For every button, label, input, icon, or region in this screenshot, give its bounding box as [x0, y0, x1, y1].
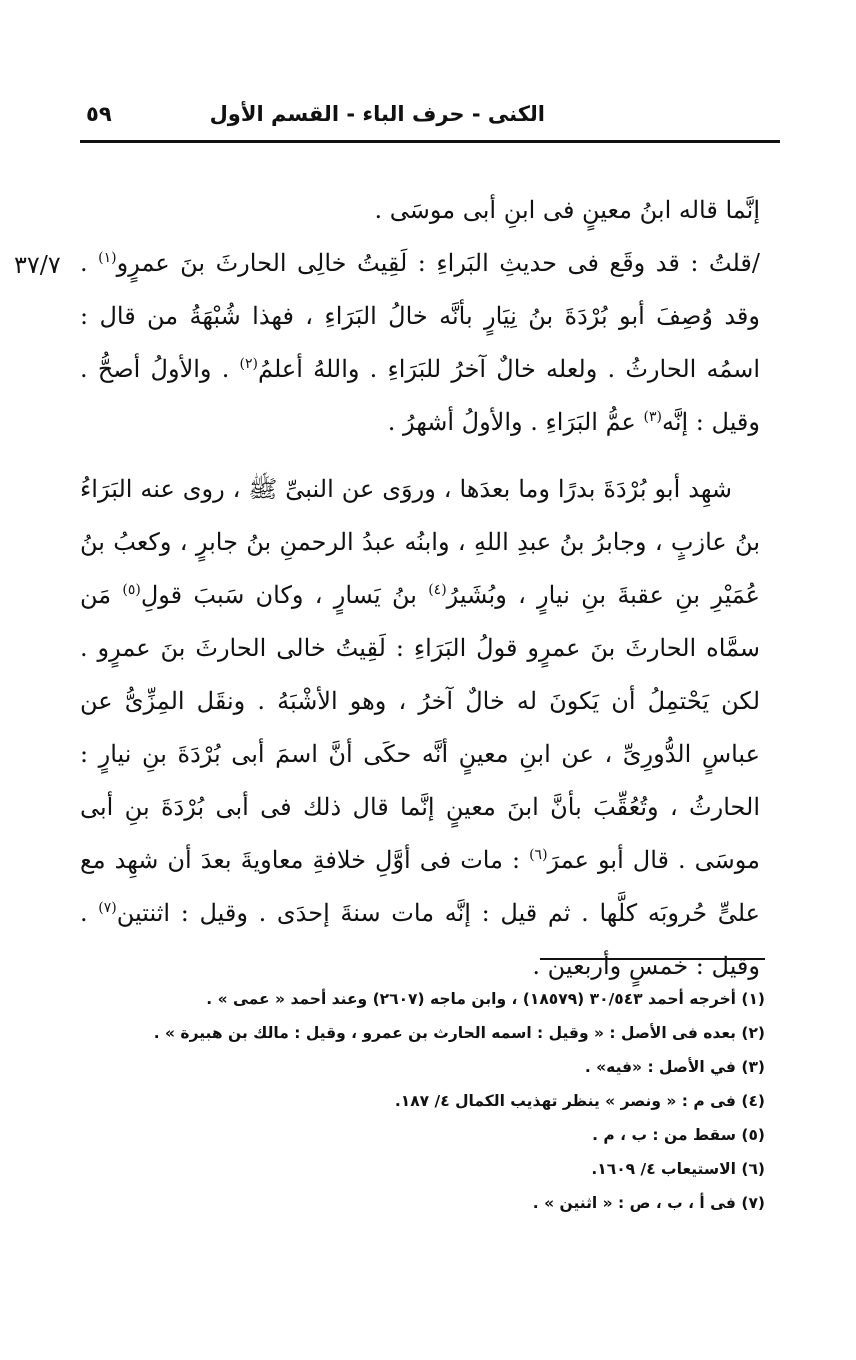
footnote-separator — [540, 958, 765, 960]
p2-segment-c: . والأولُ أصحُّ . وقيل : إنَّه — [80, 355, 760, 436]
p3-segment-c: مَن سمَّاه الحارثَ بنَ عمرٍو قولُ البَرَاءِ : لَقِيتُ خالى الحارثَ بنَ عمرٍو . لكن يَحْتمِلُ أن يَكونَ له خالٌ آخرُ ، وهو الأشْبَهُ . ونقَل المِزِّىُّ عن عباسٍ الدُّورِىِّ ، عن ابنِ معينٍ أنَّه حكَى أنَّ اسمَ أبى بُرْدَةَ بنِ نيارٍ : الحارثُ ، وتُعُقِّبَ بأنَّ ابنَ معينٍ إنَّما قال ذلك فى أبى بُرْدَةَ بنِ أبى موسَى . قال أبو عمرَ — [80, 581, 761, 874]
footnote-3: (٣) في الأصل : «فيه» . — [584, 1058, 765, 1076]
footnote-2: (٢) بعده فى الأصل : « وقيل : اسمه الحارث بن عمرو ، وقيل : مالك بن هبيرة » . — [153, 1024, 765, 1042]
margin-reference: ٣٧/٧ — [14, 251, 61, 279]
footnote-mark-2: (٢) — [239, 356, 258, 372]
footnote-mark-3: (٣) — [643, 409, 662, 425]
page-number: ٥٩ — [86, 102, 112, 126]
p2-segment-a: /قلتُ : قد وقَع فى حديثِ البَراءِ : لَقِيتُ خالِى الحارثَ بنَ عمرٍو — [116, 249, 760, 277]
p3-segment-d: : مات فى أوَّلِ خلافةِ معاويةَ بعدَ أن شهِد مع علىٍّ حُروبَه كلَّها . ثم قيل : إنَّه مات سنةَ إحدَى . وقيل : اثنتين — [80, 846, 760, 927]
footnote-mark-6: (٦) — [529, 847, 548, 863]
p2-segment-d: عمُّ البَرَاءِ . والأولُ أشهرُ . — [387, 408, 644, 436]
footnotes — [120, 982, 765, 1220]
footnote-mark-4: (٤) — [428, 582, 447, 598]
footnote-mark-1: (١) — [98, 250, 117, 266]
footnote-1: (١) أخرجه أحمد ٣٠/٥٤٣ (١٨٥٧٩) ، وابن ماجه (٢٦٠٧) وعند أحمد « عمى » . — [206, 990, 765, 1008]
footnote-mark-5: (٥) — [122, 582, 141, 598]
p3-segment-e: . وقيل : خمسٍ وأربعين . — [80, 899, 760, 980]
p2-segment-b: . وقد وُصِفَ أبو بُرْدَةَ بنُ نِيَارٍ بأنَّه خالُ البَرَاءِ ، فهذا شُبْهَةُ من قال : اسمُه الحارثُ . ولعله خالٌ آخرُ للبَرَاءِ . واللهُ أعلمُ — [80, 249, 760, 383]
footnote-5: (٥) سقط من : ب ، م . — [592, 1126, 765, 1144]
p3-segment-b: بنُ يَسارٍ ، وكان سَببَ قولِ — [140, 581, 429, 609]
main-text — [80, 184, 760, 993]
paragraph-3 — [80, 463, 760, 993]
header-title: الكنى - حرف الباء - القسم الأول — [209, 102, 545, 126]
footnote-7: (٧) فى أ ، ب ، ص : « اثنين » . — [532, 1194, 765, 1212]
p3-segment-a: شهِد أبو بُرْدَةَ بدرًا وما بعدَها ، وروَى عن النبىِّ ﷺ ، روى عنه البَرَاءُ بنُ عازبٍ ، وجابرُ بنُ عبدِ اللهِ ، وابنُه عبدُ الرحمنِ بنُ جابرٍ ، وكعبُ بنُ عُمَيْرِ بنِ عقبةَ بنِ نيارٍ ، وبُشَيرُ — [80, 475, 761, 609]
footnote-6: (٦) الاستيعاب ٤/ ١٦٠٩. — [591, 1160, 765, 1178]
paragraph-2 — [80, 237, 760, 449]
running-header — [80, 96, 780, 143]
footnote-mark-7: (٧) — [98, 900, 117, 916]
footnote-4: (٤) فى م : « ونصر » ينظر تهذيب الكمال ٤/ ١٨٧. — [394, 1092, 765, 1110]
paragraph-1: إنَّما قاله ابنُ معينٍ فى ابنِ أبى موسَى . — [374, 196, 760, 224]
